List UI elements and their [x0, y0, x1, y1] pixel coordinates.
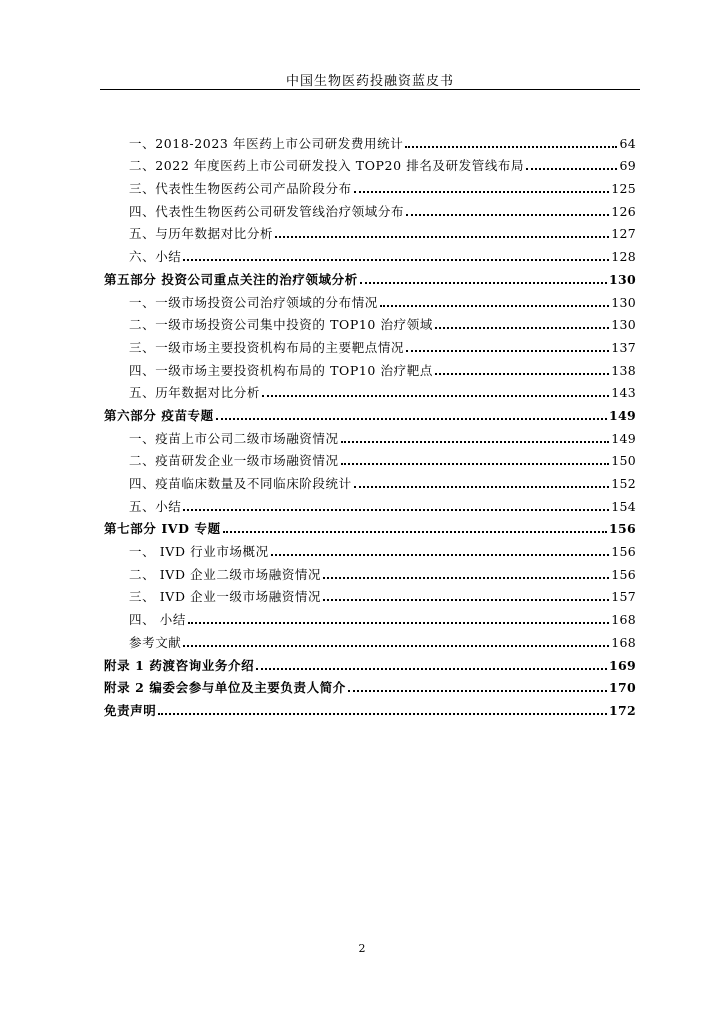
- toc-section-entry[interactable]: [104, 446, 636, 469]
- dot-leader: [435, 327, 609, 329]
- dot-leader: [354, 486, 610, 488]
- toc-entry-title: 一、疫苗上市公司二级市场融资情况: [129, 430, 339, 446]
- toc-section-entry[interactable]: [104, 355, 636, 378]
- toc-entry-title: 一、 IVD 行业市场概况: [129, 544, 269, 560]
- toc-entry-page: 169: [609, 657, 636, 673]
- dot-leader: [183, 645, 609, 647]
- toc-entry-page: 156: [611, 544, 636, 560]
- toc-entry-title: 三、 IVD 企业一级市场融资情况: [129, 589, 322, 605]
- toc-entry-title: 四、代表性生物医药公司研发管线治疗领域分布: [129, 203, 405, 219]
- dot-leader: [406, 214, 609, 216]
- toc-part-entry[interactable]: [104, 673, 636, 696]
- header-rule: [100, 89, 640, 90]
- toc-section-entry[interactable]: [104, 128, 636, 151]
- dot-leader: [271, 554, 610, 556]
- toc-section-entry[interactable]: [104, 559, 636, 582]
- toc-entry-title: 第六部分 疫苗专题: [104, 407, 214, 423]
- dot-leader: [323, 599, 609, 601]
- toc-entry-title: 五、小结: [129, 498, 182, 514]
- toc-section-entry[interactable]: [104, 310, 636, 333]
- toc-entry-title: 二、疫苗研发企业一级市场融资情况: [129, 453, 339, 469]
- toc-entry-title: 第五部分 投资公司重点关注的治疗领域分析: [104, 271, 358, 287]
- toc-entry-title: 附录 2 编委会参与单位及主要负责人简介: [104, 680, 346, 696]
- toc-section-entry[interactable]: [104, 332, 636, 355]
- toc-entry-page: 152: [611, 476, 636, 491]
- toc-entry-page: 150: [611, 453, 636, 469]
- toc-section-entry[interactable]: [104, 151, 636, 174]
- toc-entry-title: 六、小结: [129, 249, 182, 265]
- toc-entry-page: 138: [611, 362, 636, 378]
- dot-leader: [183, 509, 609, 511]
- toc-entry-page: 156: [611, 566, 636, 582]
- dot-leader: [183, 259, 609, 261]
- dot-leader: [223, 531, 607, 533]
- dot-leader: [216, 418, 607, 420]
- dot-leader: [380, 305, 609, 307]
- toc-entry-page: 143: [611, 385, 636, 401]
- toc-entry-title: 四、疫苗临床数量及不同临床阶段统计: [129, 476, 352, 491]
- toc-section-entry[interactable]: [104, 423, 636, 446]
- toc-entry-title: 第七部分 IVD 专题: [104, 521, 221, 537]
- toc-section-entry[interactable]: [104, 287, 636, 310]
- toc-section-entry[interactable]: [104, 173, 636, 196]
- toc-part-entry[interactable]: [104, 400, 636, 423]
- toc-entry-page: 125: [611, 181, 636, 197]
- toc-entry-page: 157: [611, 589, 636, 605]
- toc-entry-page: 149: [611, 430, 636, 446]
- dot-leader: [341, 441, 610, 443]
- toc-part-entry[interactable]: [104, 514, 636, 537]
- toc-section-entry[interactable]: [104, 196, 636, 219]
- toc-entry-page: 168: [611, 634, 636, 650]
- toc-entry-title: 四、 小结: [129, 612, 186, 628]
- toc-section-entry[interactable]: [104, 491, 636, 514]
- toc-entry-page: 149: [609, 407, 636, 423]
- toc-entry-page: 168: [611, 612, 636, 628]
- toc-entry-title: 附录 1 药渡咨询业务介绍: [104, 657, 255, 673]
- toc-entry-page: 69: [619, 158, 636, 174]
- toc-entry-page: 172: [609, 702, 636, 718]
- toc-section-entry[interactable]: [104, 219, 636, 242]
- dot-leader: [158, 713, 607, 715]
- toc-entry-page: 64: [619, 135, 636, 151]
- page-number: 2: [358, 942, 366, 955]
- toc-entry-page: 130: [609, 271, 636, 287]
- toc-part-entry[interactable]: [104, 264, 636, 287]
- dot-leader: [354, 191, 610, 193]
- toc-entry-title: 二、2022 年度医药上市公司研发投入 TOP20 排名及研发管线布局: [129, 158, 525, 174]
- toc-entry-page: 130: [611, 294, 636, 310]
- toc-entry-title: 免责声明: [104, 702, 157, 718]
- dot-leader: [188, 622, 609, 624]
- table-of-contents: [104, 128, 636, 718]
- dot-leader: [275, 236, 609, 238]
- toc-entry-title: 三、代表性生物医药公司产品阶段分布: [129, 181, 352, 197]
- dot-leader: [360, 282, 607, 284]
- toc-entry-title: 五、历年数据对比分析: [129, 385, 261, 401]
- toc-entry-page: 137: [611, 339, 636, 355]
- toc-section-entry[interactable]: [104, 378, 636, 401]
- dot-leader: [262, 395, 609, 397]
- toc-entry-page: 130: [611, 317, 636, 333]
- toc-entry-title: 一、一级市场投资公司治疗领域的分布情况: [129, 294, 378, 310]
- toc-entry-page: 126: [611, 203, 636, 219]
- toc-section-entry[interactable]: [104, 604, 636, 627]
- toc-entry-title: 四、一级市场主要投资机构布局的 TOP10 治疗靶点: [129, 362, 433, 378]
- dot-leader: [435, 373, 609, 375]
- dot-leader: [256, 668, 607, 670]
- toc-entry-page: 154: [611, 498, 636, 514]
- dot-leader: [341, 463, 610, 465]
- toc-part-entry[interactable]: [104, 650, 636, 673]
- dot-leader: [323, 577, 609, 579]
- toc-entry-title: 二、一级市场投资公司集中投资的 TOP10 治疗领域: [129, 317, 433, 333]
- dot-leader: [406, 350, 609, 352]
- dot-leader: [348, 690, 607, 692]
- toc-section-entry[interactable]: [104, 582, 636, 605]
- toc-entry-page: 128: [611, 249, 636, 265]
- toc-entry-page: 156: [609, 521, 636, 537]
- toc-entry-title: 二、 IVD 企业二级市场融资情况: [129, 566, 322, 582]
- toc-part-entry[interactable]: [104, 695, 636, 718]
- toc-entry-page: 127: [611, 226, 636, 242]
- toc-section-entry[interactable]: [104, 241, 636, 264]
- toc-entry-title: 五、与历年数据对比分析: [129, 226, 274, 242]
- toc-section-entry[interactable]: [104, 627, 636, 650]
- toc-entry-title: 参考文献: [129, 634, 182, 650]
- dot-leader: [405, 146, 617, 148]
- dot-leader: [526, 168, 617, 170]
- toc-entry-page: 170: [609, 680, 636, 696]
- toc-section-entry[interactable]: [104, 536, 636, 559]
- toc-section-entry[interactable]: [104, 468, 636, 491]
- toc-entry-title: 三、一级市场主要投资机构布局的主要靶点情况: [129, 339, 405, 355]
- toc-entry-title: 一、2018-2023 年医药上市公司研发费用统计: [129, 135, 404, 151]
- running-header: 中国生物医药投融资蓝皮书: [285, 74, 454, 89]
